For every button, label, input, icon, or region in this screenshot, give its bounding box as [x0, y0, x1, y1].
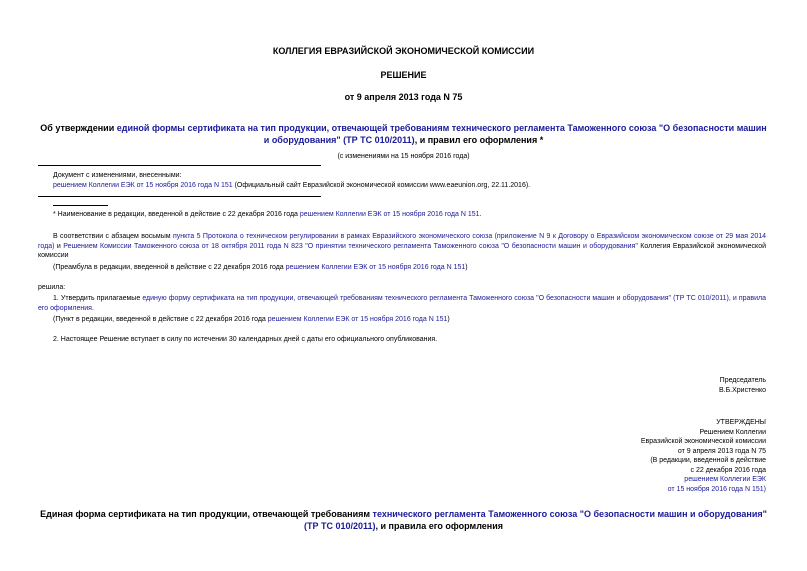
amend-link[interactable]: решением Коллегии ЕЭК от 15 ноября 2016 года N 151: [53, 182, 233, 189]
org-name: КОЛЛЕГИЯ ЕВРАЗИЙСКОЙ ЭКОНОМИЧЕСКОЙ КОМИССИИ: [272, 46, 535, 56]
signature-name: В.Б.Христенко: [718, 386, 766, 394]
doc-date: от 9 апреля 2013 года N 75: [344, 92, 463, 102]
divider: [38, 196, 321, 197]
signature-role: Председатель: [719, 377, 766, 384]
footnote-link[interactable]: решением Коллегии ЕЭК от 15 ноября 2016 года N 151: [299, 211, 480, 218]
preamble-note-link[interactable]: решением Коллегии ЕЭК от 15 ноября 2016 года N 151: [285, 264, 466, 271]
title-link[interactable]: единой формы сертификата на тип продукции, отвечающей требованиям технического регламента Таможенного союза "О безопасности машин и оборудования" (ТР ТС 010/2011): [116, 123, 767, 145]
doc-title: Об утверждении единой формы сертификата на тип продукции, отвечающей требованиям технического регламента Таможенного союза "О безопасности машин и оборудования" (ТР ТС 010/2011), и правил его оформления *: [40, 123, 767, 145]
form-title-link[interactable]: технического регламента Таможенного союза "О безопасности машин и оборудования" (ТР ТС 010/2011): [303, 509, 767, 531]
item-1-note-link[interactable]: решением Коллегии ЕЭК от 15 ноября 2016 года N 151: [267, 316, 448, 323]
footnote: * Наименование в редакции, введенной в действие с 22 декабря 2016 года решением Коллегии ЕЭК от 15 ноября 2016 года N 151.: [53, 211, 482, 218]
approval-line: с 22 декабря 2016 года: [690, 466, 766, 474]
approval-block: [641, 418, 766, 494]
approval-link[interactable]: от 15 ноября 2016 года N 151): [667, 485, 766, 493]
approval-line: УТВЕРЖДЕНЫ: [716, 419, 766, 426]
approval-line: (В редакции, введенной в действие: [650, 457, 766, 464]
decision-823-link[interactable]: Решением Комиссии Таможенного союза от 18 октября 2011 года N 823 "О принятии технического регламента Таможенного союза "О безопасности машин и оборудования": [63, 242, 638, 250]
decided: решила:: [38, 284, 66, 291]
signature: [719, 376, 766, 395]
form-title: Единая форма сертификата на тип продукции, отвечающей требованиям технического регламента Таможенного союза "О безопасности машин и оборудования" (ТР ТС 010/2011), и правила его оформления: [40, 509, 767, 531]
amend-line: решением Коллегии ЕЭК от 15 ноября 2016 года N 151 (Официальный сайт Евразийской экономической комиссии www.eaeunion.org, 22.11.2016).: [53, 182, 531, 189]
item-1: 1. Утвердить прилагаемые единую форму сертификата на тип продукции, отвечающей требованиям технического регламента Таможенного союза "О безопасности машин и оборудования" (ТР ТС 010/2011), и правила его оформления.: [38, 295, 767, 312]
approval-line: Решением Коллегии: [699, 428, 766, 436]
divider: [38, 165, 321, 166]
amend-label: Документ с изменениями, внесенными:: [53, 172, 182, 179]
doc-type: РЕШЕНИЕ: [380, 70, 427, 80]
approval-link[interactable]: решением Коллегии ЕЭК: [684, 476, 766, 483]
item-2: 2. Настоящее Решение вступает в силу по истечении 30 календарных дней с даты его официального опубликования.: [53, 336, 438, 343]
footnote-divider: [53, 205, 108, 206]
preamble: В соответствии с абзацем восьмым пункта 5 Протокола о техническом регулировании в рамках Евразийского экономического союза (приложение N 9 к Договору о Евразийском экономическом союзе от 29 мая 2014 года) и Решением Комиссии Таможенного союза от 18 октября 2011 года N 823 "О принятии технического регламента Таможенного союза "О безопасности машин и оборудования" Коллегия Евразийской экономической комиссии: [38, 233, 766, 259]
protocol-link[interactable]: пункта 5 Протокола о техническом регулировании в рамках Евразийского экономического союза (приложение N 9 к Договору о Евразийском экономическом союзе от 29 мая 2014 года): [38, 233, 766, 250]
item-1-note: (Пункт в редакции, введенной в действие с 22 декабря 2016 года решением Коллегии ЕЭК от 15 ноября 2016 года N 151): [53, 316, 450, 323]
approval-line: Евразийской экономической комиссии: [640, 438, 766, 445]
changes-note: (с изменениями на 15 ноября 2016 года): [337, 153, 470, 160]
preamble-note: (Преамбула в редакции, введенной в действие с 22 декабря 2016 года решением Коллегии ЕЭК от 15 ноября 2016 года N 151): [53, 264, 468, 271]
item-1-link[interactable]: единую форму сертификата на тип продукции, отвечающей требованиям технического регламента Таможенного союза "О безопасности машин и оборудования" (ТР ТС 010/2011), и правила его оформления: [38, 295, 767, 312]
approval-line: от 9 апреля 2013 года N 75: [677, 447, 766, 455]
